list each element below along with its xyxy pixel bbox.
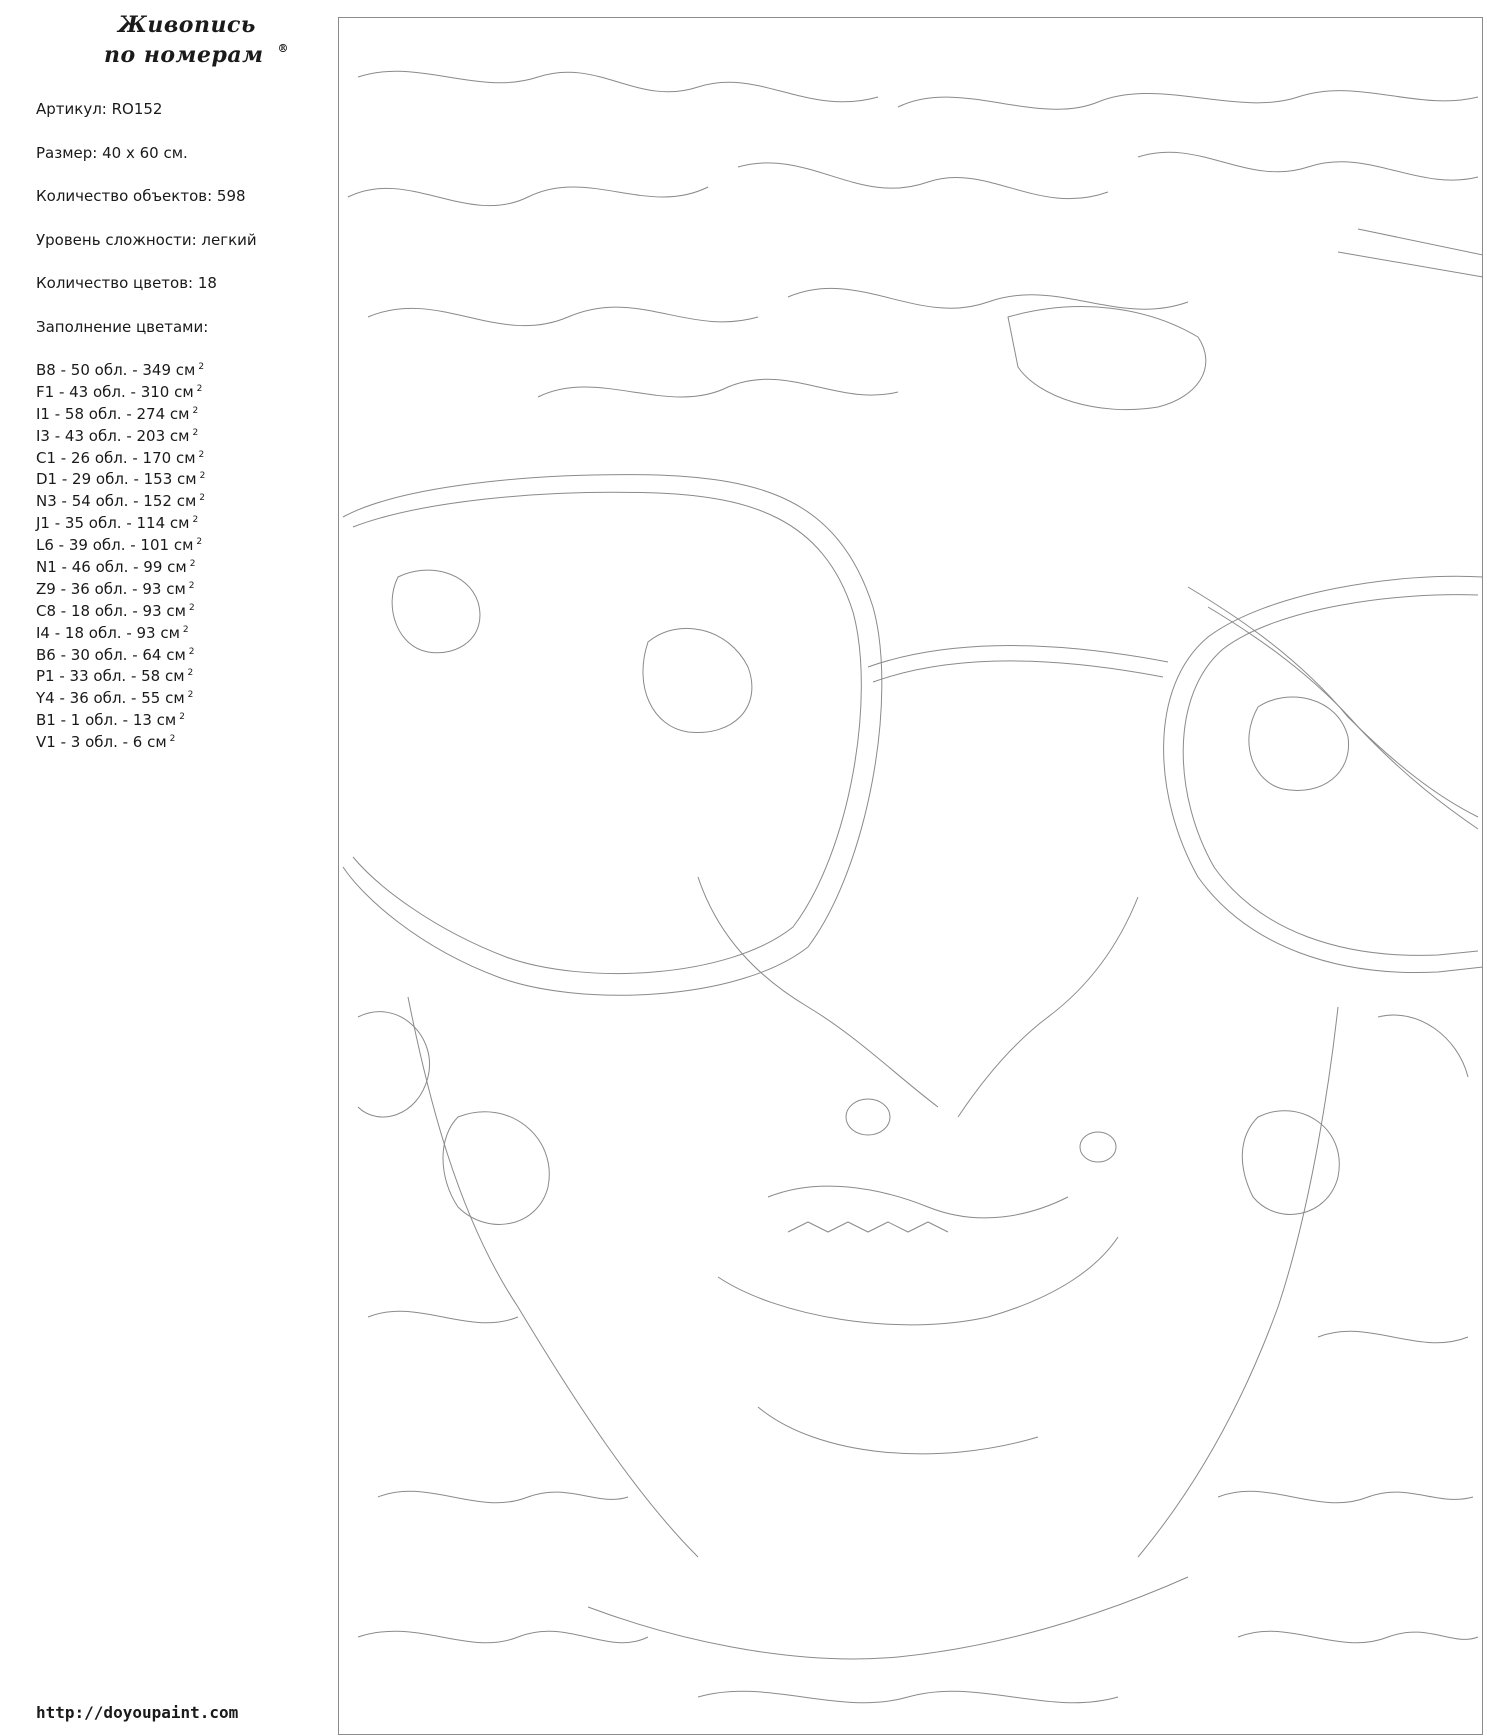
fill-row-unit-power: 2 bbox=[182, 624, 189, 635]
fill-row-unit-power: 2 bbox=[198, 362, 205, 372]
fill-row-unit-power: 2 bbox=[199, 493, 205, 504]
registered-mark: ® bbox=[277, 42, 290, 55]
fill-row-unit-power: 2 bbox=[179, 712, 185, 723]
brand-title-line2 bbox=[90, 40, 290, 74]
objects-count: Количество объектов: 598 bbox=[36, 187, 246, 205]
product-info bbox=[36, 100, 336, 361]
fill-row-text: C8 - 18 обл. - 93 см bbox=[36, 601, 186, 620]
fill-row-text: B1 - 1 обл. - 13 см bbox=[36, 711, 177, 730]
fill-row-text: C1 - 26 обл. - 170 см bbox=[36, 448, 196, 467]
fill-row bbox=[36, 360, 205, 382]
fill-row-text: V1 - 3 обл. - 6 см bbox=[36, 733, 167, 752]
glasses-bridge-inner bbox=[873, 661, 1163, 682]
fill-row-unit-power: 2 bbox=[188, 580, 195, 591]
fill-row bbox=[36, 469, 205, 491]
fill-row-text: N1 - 46 обл. - 99 см bbox=[36, 558, 187, 577]
fill-row-unit-power: 2 bbox=[192, 427, 199, 438]
fill-row-unit-power: 2 bbox=[189, 559, 196, 570]
fill-row bbox=[36, 382, 205, 404]
outline-drawing bbox=[338, 17, 1483, 1735]
fill-row-unit-power: 2 bbox=[188, 602, 195, 613]
fill-row-unit-power: 2 bbox=[187, 690, 194, 701]
color-fill-list bbox=[36, 360, 205, 754]
glasses-lens-right-outer bbox=[1164, 576, 1483, 972]
fill-row-text: B8 - 50 обл. - 349 см bbox=[36, 361, 196, 379]
fill-row-text: P1 - 33 обл. - 58 см bbox=[36, 667, 185, 686]
fill-row-unit-power: 2 bbox=[192, 515, 199, 526]
fill-row-unit-power: 2 bbox=[169, 734, 176, 745]
fill-row-unit-power: 2 bbox=[188, 646, 195, 657]
fill-heading: Заполнение цветами: bbox=[36, 317, 209, 336]
brand-title-line1: Живопись bbox=[118, 12, 256, 38]
paint-by-numbers-canvas bbox=[338, 17, 1483, 1735]
fill-row bbox=[36, 732, 205, 754]
colors-count: Количество цветов: 18 bbox=[36, 274, 217, 292]
fill-row bbox=[36, 666, 205, 688]
fill-row bbox=[36, 579, 205, 601]
fill-row-text: I3 - 43 обл. - 203 см bbox=[36, 426, 190, 445]
fill-row bbox=[36, 513, 205, 535]
difficulty-level: Уровень сложности: легкий bbox=[36, 230, 257, 249]
fill-row-unit-power: 2 bbox=[192, 405, 199, 416]
fill-row-text: J1 - 35 обл. - 114 см bbox=[36, 514, 190, 533]
fill-row-text: F1 - 43 обл. - 310 см bbox=[36, 382, 194, 401]
fill-row-unit-power: 2 bbox=[196, 383, 203, 394]
brand-logo bbox=[90, 10, 290, 74]
fill-row bbox=[36, 491, 205, 513]
fill-row-unit-power: 2 bbox=[196, 537, 203, 548]
fill-row-text: Y4 - 36 обл. - 55 см bbox=[36, 689, 185, 708]
fill-row bbox=[36, 688, 205, 710]
fill-row bbox=[36, 448, 205, 470]
fill-row-unit-power: 2 bbox=[199, 471, 206, 482]
fill-row-unit-power: 2 bbox=[187, 668, 194, 679]
fill-row bbox=[36, 426, 205, 448]
glasses-bridge bbox=[868, 646, 1168, 667]
fill-row bbox=[36, 557, 205, 579]
fill-row bbox=[36, 645, 205, 667]
fill-row bbox=[36, 601, 205, 623]
fill-row-unit-power: 2 bbox=[198, 449, 205, 460]
fill-row bbox=[36, 535, 205, 557]
fill-row-text: B6 - 30 обл. - 64 см bbox=[36, 645, 186, 664]
fill-row bbox=[36, 623, 205, 645]
article-number: Артикул: RO152 bbox=[36, 100, 163, 118]
website-link[interactable]: http://doyoupaint.com bbox=[36, 1703, 239, 1722]
fill-row-text: Z9 - 36 обл. - 93 см bbox=[36, 579, 186, 598]
fill-row bbox=[36, 710, 205, 732]
glasses-arm bbox=[1338, 229, 1483, 277]
fill-row bbox=[36, 404, 205, 426]
fill-row-text: N3 - 54 обл. - 152 см bbox=[36, 492, 197, 511]
fill-row-text: I4 - 18 обл. - 93 см bbox=[36, 623, 180, 642]
glasses-lens-left-inner bbox=[353, 492, 861, 973]
canvas-size: Размер: 40 х 60 см. bbox=[36, 143, 188, 162]
canvas-border bbox=[339, 18, 1483, 1735]
glasses-lens-right-inner bbox=[1183, 595, 1478, 956]
fill-row-text: I1 - 58 обл. - 274 см bbox=[36, 404, 190, 423]
brand-title-line2-text: по номерам bbox=[104, 42, 264, 68]
glasses-lens-left-outer bbox=[343, 475, 882, 996]
fill-row-text: L6 - 39 обл. - 101 см bbox=[36, 536, 194, 555]
fill-row-text: D1 - 29 обл. - 153 см bbox=[36, 470, 197, 489]
